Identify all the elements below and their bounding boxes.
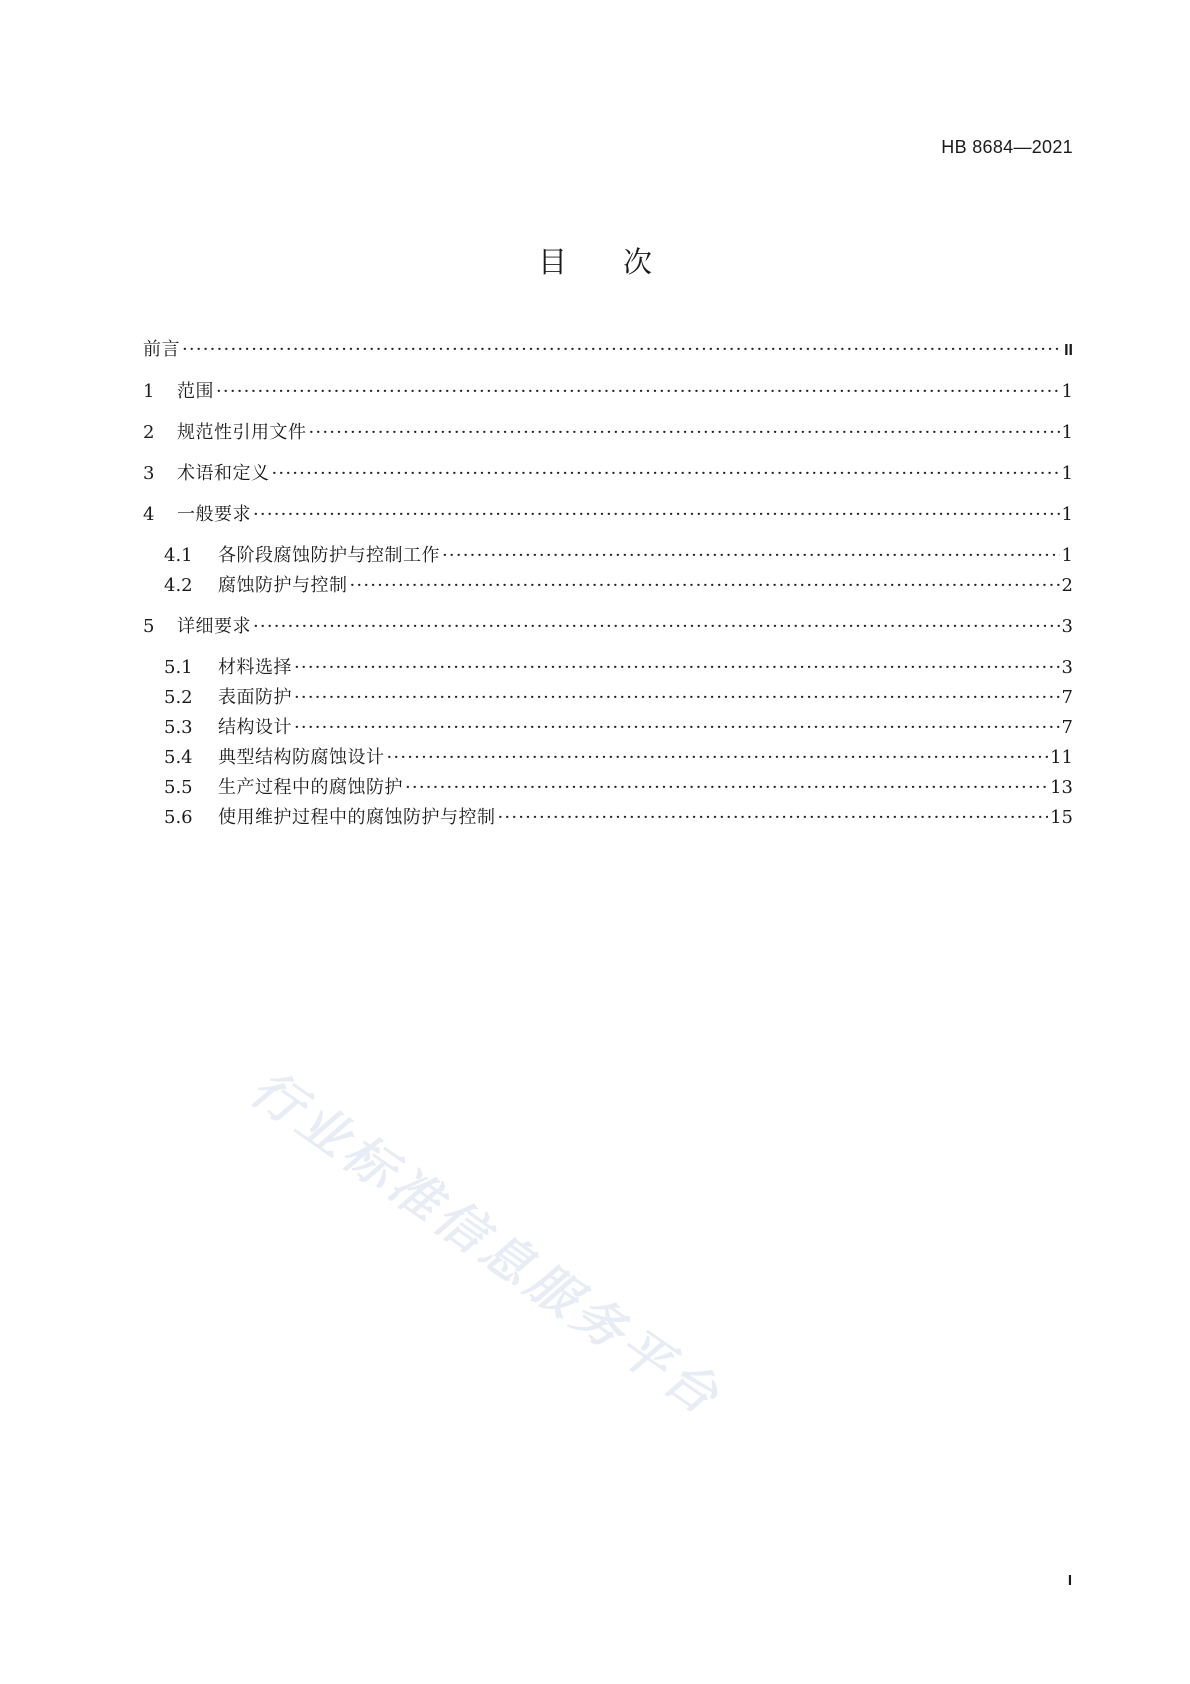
toc-entry-label: 规范性引用文件 — [177, 422, 307, 443]
toc-entry-number: 5.6 — [164, 807, 193, 828]
page-number: I — [1067, 1572, 1072, 1589]
toc-leader — [294, 654, 1060, 682]
title-char-2: 次 — [623, 245, 653, 279]
toc-entry-page: 3 — [1061, 657, 1073, 678]
watermark: 行业标准信息服务平台 — [240, 1059, 733, 1428]
toc-entry-4[interactable] — [143, 501, 1073, 529]
page-title — [0, 240, 1190, 281]
toc-entry-3[interactable] — [143, 460, 1073, 488]
toc-entry-5-6[interactable] — [164, 804, 1073, 832]
toc-entry-label: 各阶段腐蚀防护与控制工作 — [218, 545, 440, 566]
toc-entry-label: 术语和定义 — [177, 463, 270, 484]
toc-leader — [294, 714, 1060, 742]
toc-entry-label: 使用维护过程中的腐蚀防护与控制 — [218, 807, 496, 828]
toc-leader — [294, 684, 1060, 712]
toc-entry-label: 材料选择 — [218, 657, 292, 678]
toc-entry-number: 5 — [143, 616, 155, 637]
toc-leader — [498, 804, 1049, 832]
toc-entry-4-2[interactable] — [164, 572, 1073, 600]
toc-entry-number: 2 — [143, 422, 155, 443]
toc-entry-page: 7 — [1061, 717, 1073, 738]
toc-leader — [309, 419, 1060, 447]
toc-entry-page: 13 — [1050, 777, 1073, 798]
toc-entry-page: 1 — [1061, 504, 1073, 525]
toc-entry-number: 1 — [143, 381, 155, 402]
toc-entry-number: 4 — [143, 504, 155, 525]
toc-entry-label: 腐蚀防护与控制 — [218, 575, 348, 596]
toc-entry-page: 1 — [1061, 381, 1073, 402]
toc-entry-5-5[interactable] — [164, 774, 1073, 802]
toc-leader — [216, 378, 1060, 406]
toc-leader — [182, 336, 1062, 364]
toc-leader — [405, 774, 1048, 802]
toc-entry-page: 3 — [1061, 616, 1073, 637]
toc-entry-number: 4.1 — [164, 545, 193, 566]
toc-leader — [350, 572, 1060, 600]
toc-entry-number: 5.1 — [164, 657, 193, 678]
toc-entry-label: 范围 — [177, 381, 214, 402]
toc-entry-page: 7 — [1061, 687, 1073, 708]
toc-entry-page: 1 — [1061, 463, 1073, 484]
toc-entry-5[interactable] — [143, 613, 1073, 641]
toc-entry-number: 4.2 — [164, 575, 193, 596]
toc-entry-page: 2 — [1061, 575, 1073, 596]
toc-entry-number: 3 — [143, 463, 155, 484]
toc-entry-foreword[interactable] — [143, 336, 1073, 364]
toc-entry-5-4[interactable] — [164, 744, 1073, 772]
toc-leader — [253, 613, 1060, 641]
toc-entry-label: 典型结构防腐蚀设计 — [218, 747, 385, 768]
toc-leader — [272, 460, 1060, 488]
toc-entry-number: 5.5 — [164, 777, 193, 798]
toc-entry-label: 生产过程中的腐蚀防护 — [218, 777, 403, 798]
toc-entry-5-2[interactable] — [164, 684, 1073, 712]
toc-entry-label: 详细要求 — [177, 616, 251, 637]
toc-entry-number: 5.4 — [164, 747, 193, 768]
toc-entry-page: 11 — [1050, 747, 1073, 768]
toc-entry-label: 一般要求 — [177, 504, 251, 525]
toc-entry-page: 15 — [1050, 807, 1073, 828]
toc-entry-2[interactable] — [143, 419, 1073, 447]
toc-leader — [442, 542, 1060, 570]
toc-entry-page: 1 — [1061, 545, 1073, 566]
toc-entry-label: 结构设计 — [218, 717, 292, 738]
toc-entry-number: 5.2 — [164, 687, 193, 708]
toc-entry-label: 表面防护 — [218, 687, 292, 708]
toc-entry-label: 前言 — [143, 339, 180, 360]
toc-entry-page: II — [1064, 342, 1073, 359]
title-char-1: 目 — [537, 245, 567, 279]
toc-leader — [253, 501, 1060, 529]
toc-entry-5-3[interactable] — [164, 714, 1073, 742]
toc-entry-4-1[interactable] — [164, 542, 1073, 570]
toc-entry-1[interactable] — [143, 378, 1073, 406]
toc-entry-5-1[interactable] — [164, 654, 1073, 682]
toc-entry-page: 1 — [1061, 422, 1073, 443]
toc-entry-number: 5.3 — [164, 717, 193, 738]
document-code: HB 8684—2021 — [941, 137, 1073, 157]
toc-leader — [387, 744, 1049, 772]
